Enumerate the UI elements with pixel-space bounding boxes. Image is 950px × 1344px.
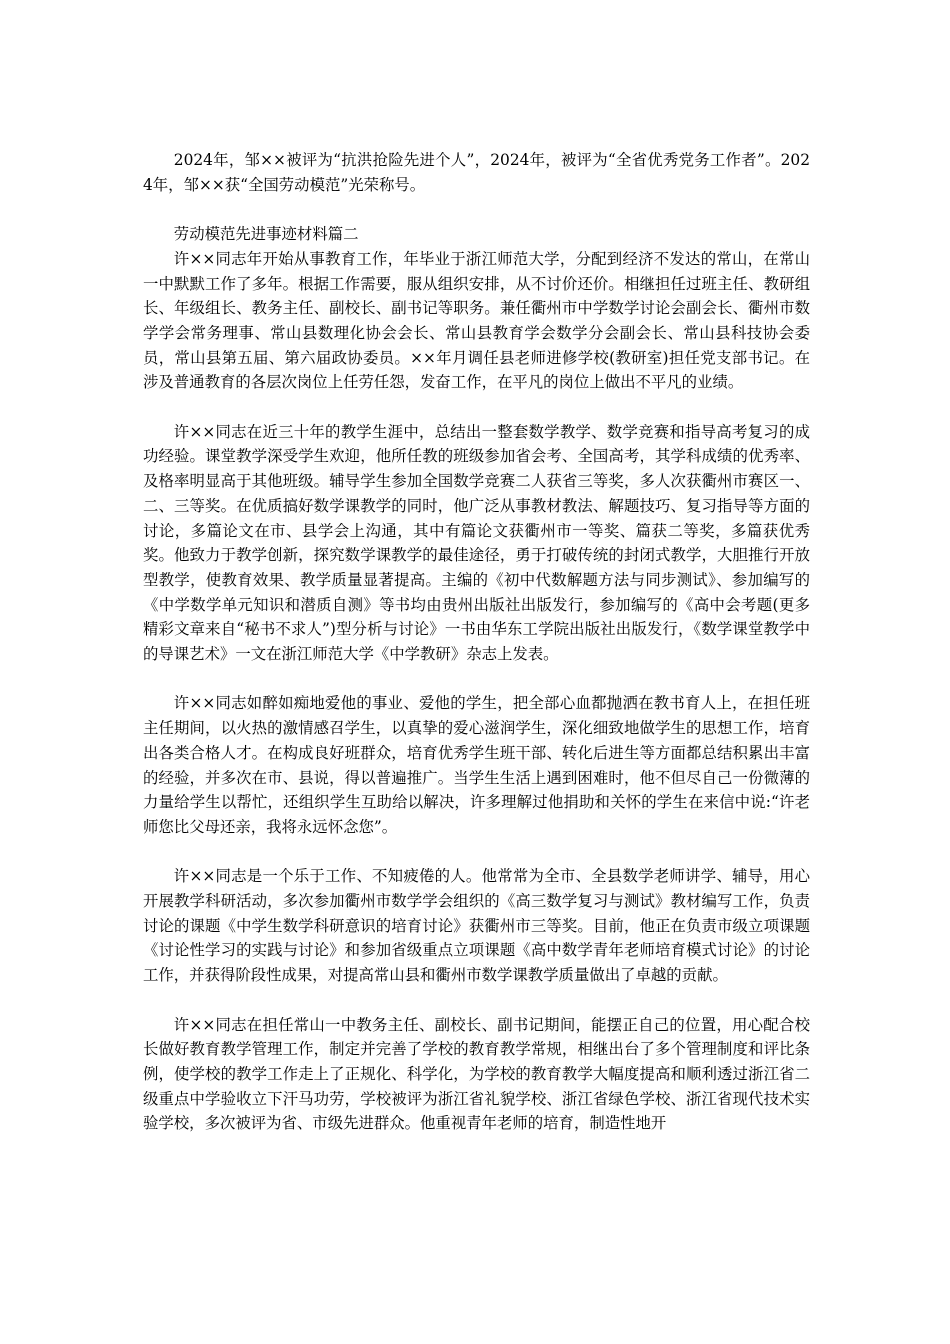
document-body [143,148,810,1136]
paragraph-spacer [143,988,810,1013]
paragraph-spacer [143,197,810,222]
section-heading: 劳动模范先进事迹材料篇二 [173,225,359,244]
paragraph-spacer [143,667,810,692]
intro-paragraph: 2024年，邹××被评为“抗洪抢险先进个人”，2024年，被评为“全省优秀党务工作者”。2024年，邹××获“全国劳动模范”光荣称号。 [143,151,810,194]
body-paragraph: 许××同志在担任常山一中教务主任、副校长、副书记期间，能摆正自己的位置，用心配合校长做好教育教学管理工作，制定并完善了学校的教育教学常规，相继出台了多个管理制度和评比条例，使学校的教学工作走上了正规化、科学化，为学校的教育教学大幅度提高和顺利透过浙江省二级重点中学验收立下汗马功劳，学校被评为浙江省礼貌学校、浙江省绿色学校、浙江省现代技术实验学校，多次被评为省、市级先进群众。他重视青年老师的培育，制造性地开 [143,1015,810,1133]
body-paragraph: 许××同志如醉如痴地爱他的事业、爱他的学生，把全部心血都抛洒在教书育人上，在担任班主任期间，以火热的激情感召学生，以真挚的爱心滋润学生，深化细致地做学生的思想工作，培育出各类合格人才。在构成良好班群众，培育优秀学生班干部、转化后进生等方面都总结积累出丰富的经验，并多次在市、县说，得以普遍推广。当学生生活上遇到困难时，他不但尽自己一份微薄的力量给学生以帮忙，还组织学生互助给以解决，许多理解过他捐助和关怀的学生在来信中说:“许老师您比父母还亲，我将永远怀念您”。 [143,694,810,836]
body-paragraph: 许××同志是一个乐于工作、不知疲倦的人。他常常为全市、全县数学老师讲学、辅导，用心开展教学科研活动，多次参加衢州市数学学会组织的《高三数学复习与测试》教材编写工作，负责讨论的课题《中学生数学科研意识的培育讨论》获衢州市三等奖。目前，他正在负责市级立项课题《讨论性学习的实践与讨论》和参加省级重点立项课题《高中数学青年老师培育模式讨论》的讨论工作，并获得阶段性成果，对提高常山县和衢州市数学课教学质量做出了卓越的贡献。 [143,867,810,985]
body-paragraph: 许××同志年开始从事教育工作，年毕业于浙江师范大学，分配到经济不发达的常山，在常山一中默默工作了多年。根据工作需要，服从组织安排，从不讨价还价。相继担任过班主任、教研组长、年级组长、教务主任、副校长、副书记等职务。兼任衢州市中学数学讨论会副会长、衢州市数学学会常务理事、常山县数理化协会会长、常山县教育学会数学分会副会长、常山县科技协会委员，常山县第五届、第六届政协委员。××年月调任县老师进修学校(教研室)担任党支部书记。在涉及普通教育的各层次岗位上任劳任怨，发奋工作，在平凡的岗位上做出不平凡的业绩。 [143,249,810,392]
body-paragraph: 许××同志在近三十年的教学生涯中，总结出一整套数学教学、数学竞赛和指导高考复习的成功经验。课堂教学深受学生欢迎，他所任教的班级参加省会考、全国高考，其学科成绩的优秀率、及格率明显高于其他班级。辅导学生参加全国数学竞赛二人获省三等奖，多人次获衢州市赛区一、二、三等奖。在优质搞好数学课教学的同时，他广泛从事教材教法、解题技巧、复习指导等方面的讨论，多篇论文在市、县学会上沟通，其中有篇论文获衢州市一等奖、篇获二等奖，多篇获优秀奖。他致力于教学创新，探究数学课教学的最佳途径，勇于打破传统的封闭式教学，大胆推行开放型教学，使教育效果、教学质量显著提高。主编的《初中代数解题方法与同步测试》、参加编写的《中学数学单元知识和潜质自测》等书均由贵州出版社出版发行，参加编写的《高中会考题(更多精彩文章来自“秘书不求人”)型分析与讨论》一书由华东工学院出版社出版发行，《数学课堂教学中的导课艺术》一文在浙江师范大学《中学教研》杂志上发表。 [143,422,810,664]
paragraph-spacer [143,395,810,420]
paragraph-spacer [143,840,810,865]
